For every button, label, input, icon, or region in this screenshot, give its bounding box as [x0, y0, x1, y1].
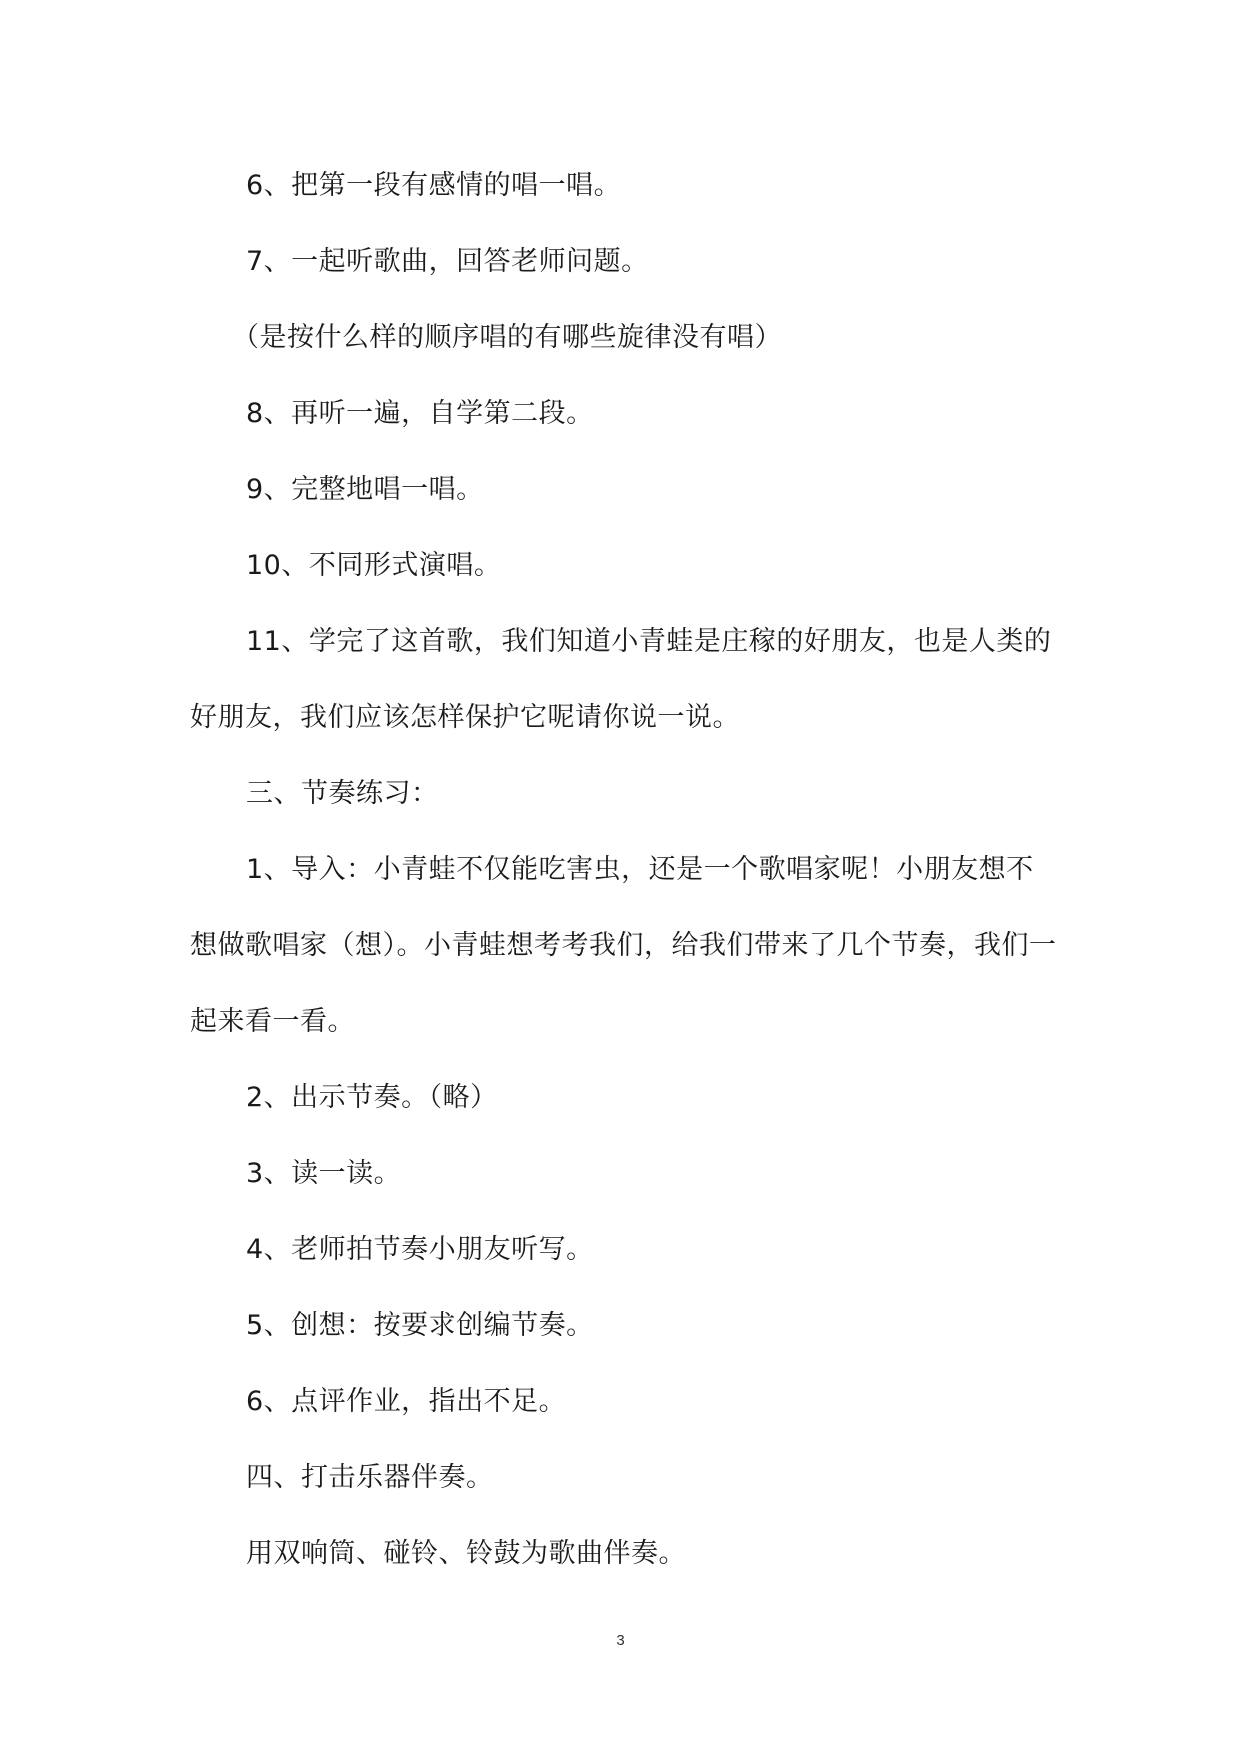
paragraph-rhythm-step-4-dictation: 4、老师拍节奏小朋友听写。 [246, 1234, 594, 1265]
paragraph-step-8-relisten: 8、再听一遍，自学第二段。 [246, 398, 594, 429]
section-heading-percussion: 四、打击乐器伴奏。 [246, 1462, 494, 1493]
paragraph-step-11-protect-frog: 11、学完了这首歌，我们知道小青蛙是庄稼的好朋友，也是人类的好朋友，我们应该怎样保护它呢请你说一说。 [190, 626, 1052, 733]
paragraph-question-note: （是按什么样的顺序唱的有哪些旋律没有唱） [232, 322, 782, 353]
document-body [190, 148, 1060, 1592]
paragraph-percussion-instruments: 用双响筒、碰铃、铃鼓为歌曲伴奏。 [246, 1538, 686, 1569]
paragraph-rhythm-step-1-intro: 1、导入：小青蛙不仅能吃害虫，还是一个歌唱家呢！小朋友想不想做歌唱家（想）。小青蛙想考考我们，给我们带来了几个节奏，我们一起来看一看。 [190, 854, 1057, 1037]
paragraph-step-9-sing-complete: 9、完整地唱一唱。 [246, 474, 484, 505]
paragraph-rhythm-step-6-review: 6、点评作业，指出不足。 [246, 1386, 567, 1417]
page-number: 3 [616, 1632, 625, 1649]
paragraph-step-7-listen: 7、一起听歌曲，回答老师问题。 [246, 246, 649, 277]
paragraph-step-10-perform: 10、不同形式演唱。 [246, 550, 502, 581]
paragraph-step-6-sing: 6、把第一段有感情的唱一唱。 [246, 170, 622, 201]
paragraph-rhythm-step-3-read: 3、读一读。 [246, 1158, 402, 1189]
paragraph-rhythm-step-2-show: 2、出示节奏。（略） [246, 1082, 498, 1113]
section-heading-rhythm-practice: 三、节奏练习： [246, 778, 439, 809]
paragraph-rhythm-step-5-create: 5、创想：按要求创编节奏。 [246, 1310, 594, 1341]
